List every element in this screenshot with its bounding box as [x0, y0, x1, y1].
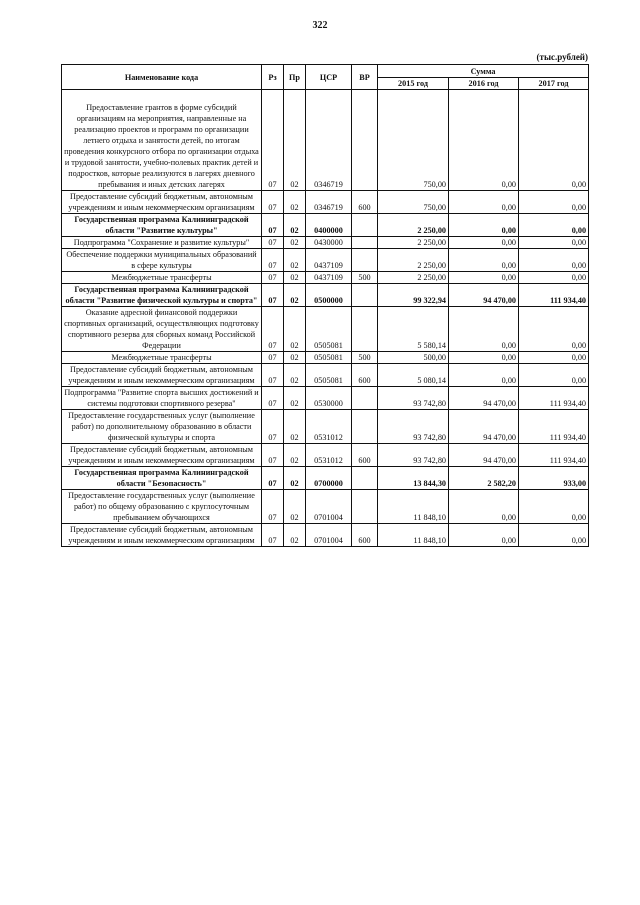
cell-csr: 0701004 [306, 524, 352, 547]
table-row [62, 490, 589, 524]
budget-table [61, 64, 589, 547]
cell-2015: 11 848,10 [378, 524, 449, 547]
cell-2017: 111 934,40 [519, 410, 589, 444]
table-row [62, 387, 589, 410]
cell-csr: 0346719 [306, 102, 352, 191]
cell-name: Межбюджетные трансферты [62, 352, 262, 364]
cell-vr [352, 307, 378, 352]
cell-rz: 07 [262, 524, 284, 547]
units-label: (тыс.рублей) [536, 52, 588, 62]
cell-rz: 07 [262, 364, 284, 387]
table-row [62, 191, 589, 214]
cell-2015: 750,00 [378, 191, 449, 214]
table-row [62, 102, 589, 191]
cell-rz: 07 [262, 249, 284, 272]
header-name: Наименование кода [62, 65, 262, 90]
table-row [62, 307, 589, 352]
cell-2015: 93 742,80 [378, 410, 449, 444]
cell-name: Предоставление субсидий бюджетным, автономным учреждениям и иным некоммерческим организациям [62, 191, 262, 214]
cell-name: Предоставление грантов в форме субсидий организациям на мероприятия, направленные на реализацию проектов и программ по организации летнего отдыха и занятости детей, по итогам проведения конкурсного отбора по организации отдыха и трудовой занятости, учебно-полевых практик детей и подростков, которые реализуются в лагерях дневного пребывания и иных детских лагерях [62, 102, 262, 191]
cell-vr: 600 [352, 191, 378, 214]
cell-name: Подпрограмма "Сохранение и развитие культуры" [62, 237, 262, 249]
cell-vr [352, 467, 378, 490]
cell-csr: 0437109 [306, 272, 352, 284]
table-row [62, 214, 589, 237]
cell-vr: 600 [352, 444, 378, 467]
cell-name: Межбюджетные трансферты [62, 272, 262, 284]
cell-2016: 0,00 [449, 191, 519, 214]
cell-2017: 933,00 [519, 467, 589, 490]
cell-2015: 750,00 [378, 102, 449, 191]
cell-name: Предоставление субсидий бюджетным, автономным учреждениям и иным некоммерческим организациям [62, 444, 262, 467]
cell-2017: 111 934,40 [519, 387, 589, 410]
cell-csr: 0430000 [306, 237, 352, 249]
table-row [62, 524, 589, 547]
cell-2017: 0,00 [519, 191, 589, 214]
cell-2017: 111 934,40 [519, 444, 589, 467]
cell-2015: 500,00 [378, 352, 449, 364]
cell-vr [352, 490, 378, 524]
cell-csr: 0531012 [306, 444, 352, 467]
cell-pr: 02 [284, 307, 306, 352]
table-row [62, 467, 589, 490]
header-2017: 2017 год [519, 78, 589, 90]
cell-vr: 500 [352, 352, 378, 364]
cell-2015: 2 250,00 [378, 272, 449, 284]
cell-2017: 0,00 [519, 352, 589, 364]
cell-2015: 99 322,94 [378, 284, 449, 307]
cell-vr [352, 214, 378, 237]
cell-pr: 02 [284, 524, 306, 547]
cell-pr: 02 [284, 272, 306, 284]
table-row [62, 444, 589, 467]
cell-rz: 07 [262, 272, 284, 284]
cell-2016: 0,00 [449, 524, 519, 547]
cell-pr: 02 [284, 490, 306, 524]
cell-2016: 0,00 [449, 272, 519, 284]
cell-2016: 94 470,00 [449, 444, 519, 467]
cell-vr [352, 237, 378, 249]
table-row [62, 272, 589, 284]
cell-csr: 0346719 [306, 191, 352, 214]
cell-2017: 0,00 [519, 272, 589, 284]
cell-csr: 0700000 [306, 467, 352, 490]
cell-vr [352, 410, 378, 444]
cell-rz: 07 [262, 410, 284, 444]
cell-rz: 07 [262, 191, 284, 214]
cell-csr: 0701004 [306, 490, 352, 524]
cell-name: Предоставление субсидий бюджетным, автономным учреждениям и иным некоммерческим организациям [62, 524, 262, 547]
cell-2016: 0,00 [449, 490, 519, 524]
cell-name: Государственная программа Калининградской области "Развитие физической культуры и спорта" [62, 284, 262, 307]
cell-rz: 07 [262, 102, 284, 191]
cell-pr: 02 [284, 249, 306, 272]
cell-name: Обеспечение поддержки муниципальных образований в сфере культуры [62, 249, 262, 272]
cell-2016: 0,00 [449, 307, 519, 352]
cell-2016: 0,00 [449, 249, 519, 272]
cell-2015: 13 844,30 [378, 467, 449, 490]
cell-2015: 5 080,14 [378, 364, 449, 387]
cell-name: Оказание адресной финансовой поддержки спортивных организаций, осуществляющих подготовку спортивного резерва для сборных команд Российской Федерации [62, 307, 262, 352]
cell-pr: 02 [284, 102, 306, 191]
cell-csr: 0530000 [306, 387, 352, 410]
cell-vr [352, 102, 378, 191]
table-row [62, 364, 589, 387]
cell-name: Предоставление субсидий бюджетным, автономным учреждениям и иным некоммерческим организациям [62, 364, 262, 387]
cell-2017: 0,00 [519, 307, 589, 352]
cell-2017: 0,00 [519, 102, 589, 191]
cell-pr: 02 [284, 284, 306, 307]
cell-pr: 02 [284, 237, 306, 249]
table-body [62, 90, 589, 547]
header-pr: Пр [284, 65, 306, 90]
cell-name: Подпрограмма "Развитие спорта высших достижений и системы подготовки спортивного резерва" [62, 387, 262, 410]
cell-name: Государственная программа Калининградской области "Безопасность" [62, 467, 262, 490]
cell-2016: 0,00 [449, 352, 519, 364]
header-rz: Рз [262, 65, 284, 90]
cell-2017: 0,00 [519, 214, 589, 237]
cell-csr: 0531012 [306, 410, 352, 444]
header-2016: 2016 год [449, 78, 519, 90]
table-row [62, 237, 589, 249]
cell-2017: 0,00 [519, 249, 589, 272]
table-row [62, 249, 589, 272]
cell-2017: 0,00 [519, 524, 589, 547]
cell-2016: 0,00 [449, 214, 519, 237]
cell-pr: 02 [284, 410, 306, 444]
cell-name: Государственная программа Калининградской области "Развитие культуры" [62, 214, 262, 237]
table-row [62, 352, 589, 364]
cell-vr: 500 [352, 272, 378, 284]
cell-vr [352, 387, 378, 410]
cell-name: Предоставление государственных услуг (выполнение работ) по общему образованию с круглосуточным пребыванием обучающихся [62, 490, 262, 524]
cell-pr: 02 [284, 214, 306, 237]
cell-2015: 2 250,00 [378, 237, 449, 249]
cell-2016: 2 582,20 [449, 467, 519, 490]
cell-csr: 0400000 [306, 214, 352, 237]
cell-vr: 600 [352, 524, 378, 547]
cell-2017: 0,00 [519, 237, 589, 249]
cell-rz: 07 [262, 467, 284, 490]
cell-2015: 93 742,80 [378, 444, 449, 467]
cell-rz: 07 [262, 352, 284, 364]
cell-pr: 02 [284, 444, 306, 467]
cell-2015: 5 580,14 [378, 307, 449, 352]
cell-csr: 0437109 [306, 249, 352, 272]
cell-rz: 07 [262, 214, 284, 237]
cell-2017: 111 934,40 [519, 284, 589, 307]
cell-pr: 02 [284, 352, 306, 364]
cell-rz: 07 [262, 284, 284, 307]
cell-2017: 0,00 [519, 364, 589, 387]
cell-2015: 2 250,00 [378, 214, 449, 237]
header-vr: ВР [352, 65, 378, 90]
header-sum: Сумма [378, 65, 589, 78]
cell-2017: 0,00 [519, 490, 589, 524]
cell-rz: 07 [262, 490, 284, 524]
cell-pr: 02 [284, 364, 306, 387]
cell-2016: 94 470,00 [449, 387, 519, 410]
cell-vr: 600 [352, 364, 378, 387]
page-number: 322 [312, 20, 328, 31]
cell-rz: 07 [262, 387, 284, 410]
cell-2015: 11 848,10 [378, 490, 449, 524]
cell-vr [352, 249, 378, 272]
table-row [62, 284, 589, 307]
header-2015: 2015 год [378, 78, 449, 90]
cell-csr: 0505081 [306, 364, 352, 387]
cell-pr: 02 [284, 191, 306, 214]
cell-2016: 0,00 [449, 364, 519, 387]
cell-2015: 93 742,80 [378, 387, 449, 410]
cell-2015: 2 250,00 [378, 249, 449, 272]
cell-csr: 0505081 [306, 307, 352, 352]
cell-2016: 0,00 [449, 102, 519, 191]
table-row [62, 410, 589, 444]
cell-rz: 07 [262, 444, 284, 467]
cell-rz: 07 [262, 237, 284, 249]
cell-2016: 0,00 [449, 237, 519, 249]
cell-rz: 07 [262, 307, 284, 352]
spacer-row [62, 90, 589, 103]
cell-pr: 02 [284, 387, 306, 410]
header-csr: ЦСР [306, 65, 352, 90]
cell-pr: 02 [284, 467, 306, 490]
cell-2016: 94 470,00 [449, 284, 519, 307]
cell-name: Предоставление государственных услуг (выполнение работ) по дополнительному образованию в области физической культуры и спорта [62, 410, 262, 444]
cell-csr: 0505081 [306, 352, 352, 364]
cell-2016: 94 470,00 [449, 410, 519, 444]
cell-csr: 0500000 [306, 284, 352, 307]
cell-vr [352, 284, 378, 307]
